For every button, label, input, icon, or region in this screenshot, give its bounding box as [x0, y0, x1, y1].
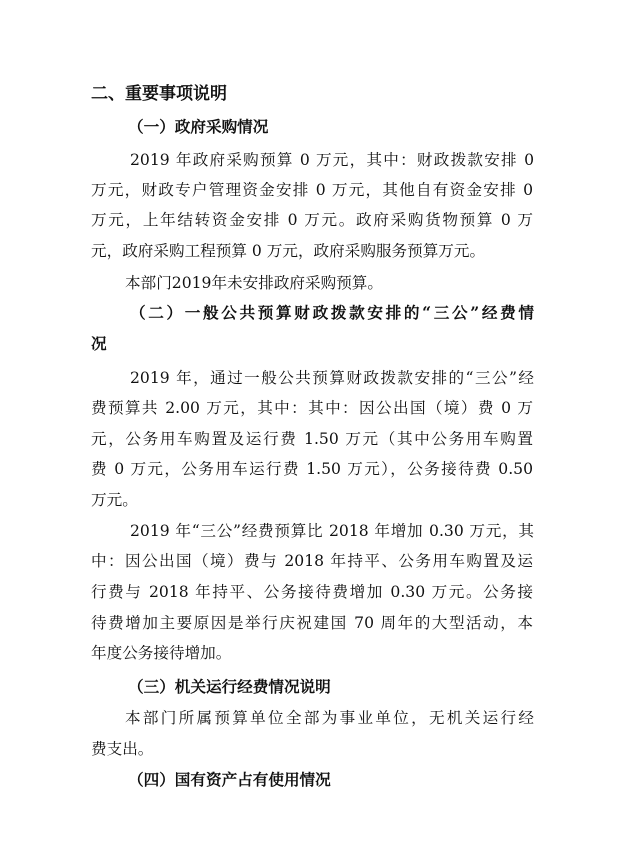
paragraph-line: 费预算共 2.00 万元，其中：其中：因公出国（境）费 0 万 — [91, 399, 533, 417]
paragraph-line: 中：因公出国（境）费与 2018 年持平、公务用车购置及运 — [91, 552, 533, 570]
subsection-title-three-public: （二）一般公共预算财政拨款安排的“三公”经费情 — [130, 303, 534, 322]
subsection-title-agency-operation: （三）机关运行经费情况说明 — [128, 677, 331, 696]
subsection-title-state-assets: （四）国有资产占有使用情况 — [128, 770, 331, 789]
section-title: 二、重要事项说明 — [91, 84, 227, 104]
paragraph-line: 费支出。 — [91, 740, 154, 758]
paragraph-line: 本部门所属预算单位全部为事业单位，无机关运行经 — [125, 709, 534, 727]
paragraph-line: 年度公务接待增加。 — [91, 644, 232, 662]
paragraph-line: 费 0 万元，公务用车运行费 1.50 万元），公务接待费 0.50 — [91, 460, 533, 478]
paragraph-line: 万元。 — [91, 491, 138, 509]
subsection-title-procurement: （一）政府采购情况 — [128, 117, 269, 136]
paragraph-line: 待费增加主要原因是举行庆祝建国 70 周年的大型活动，本 — [91, 614, 533, 632]
paragraph-line: 2019 年政府采购预算 0 万元，其中：财政拨款安排 0 — [130, 151, 534, 169]
paragraph-line: 行费与 2018 年持平、公务接待费增加 0.30 万元。公务接 — [91, 583, 533, 601]
subsection-title-three-public-cont: 况 — [91, 334, 107, 353]
paragraph-line: 2019 年“三公”经费预算比 2018 年增加 0.30 万元，其 — [130, 522, 534, 540]
paragraph-line: 2019 年，通过一般公共预算财政拨款安排的“三公”经 — [130, 369, 534, 387]
paragraph-line: 万元，上年结转资金安排 0 万元。政府采购货物预算 0 万 — [91, 211, 533, 229]
paragraph-line: 元，公务用车购置及运行费 1.50 万元（其中公务用车购置 — [91, 430, 533, 448]
paragraph-line: 万元，财政专户管理资金安排 0 万元，其他自有资金安排 0 — [91, 181, 533, 199]
paragraph: 本部门2019年未安排政府采购预算。 — [125, 274, 383, 292]
paragraph-line: 元，政府采购工程预算 0 万元，政府采购服务预算万元。 — [91, 242, 486, 260]
